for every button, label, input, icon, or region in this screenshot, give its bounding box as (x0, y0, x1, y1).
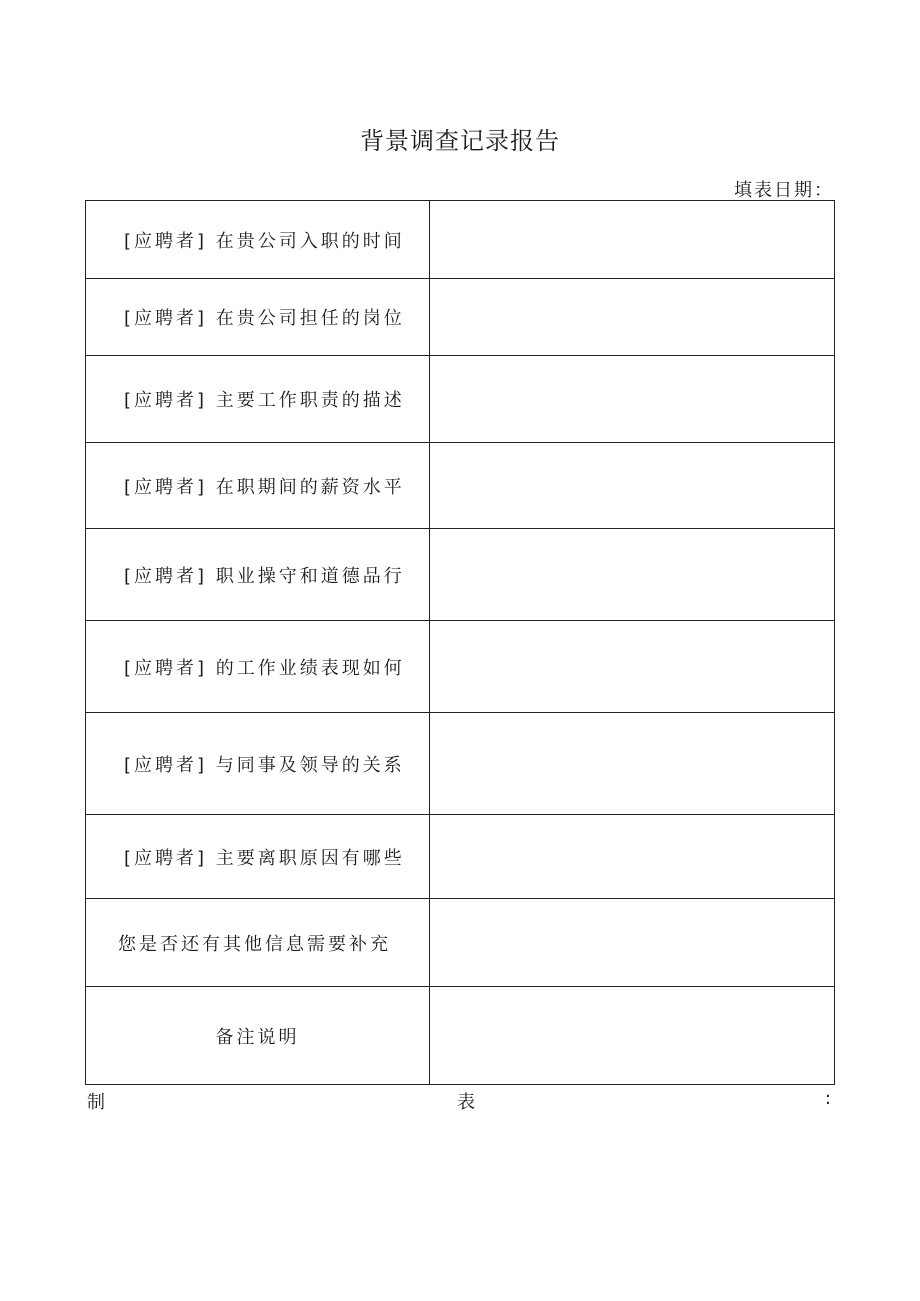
table-row (86, 356, 835, 443)
row-label: [应聘者] 在贵公司入职的时间 (86, 201, 430, 279)
row-label: [应聘者] 在贵公司担任的岗位 (86, 279, 430, 356)
table-row (86, 987, 835, 1085)
row-label: [应聘者] 与同事及领导的关系 (86, 713, 430, 815)
row-label: 备注说明 (86, 987, 430, 1085)
row-value-cell[interactable] (430, 356, 835, 443)
row-value-cell[interactable] (430, 899, 835, 987)
document-title: 背景调查记录报告 (360, 127, 560, 155)
table-row (86, 279, 835, 356)
row-label: [应聘者] 主要工作职责的描述 (86, 356, 430, 443)
row-value-cell[interactable] (430, 987, 835, 1085)
row-label: [应聘者] 主要离职原因有哪些 (86, 815, 430, 899)
table-row (86, 899, 835, 987)
table-row (86, 815, 835, 899)
row-value-cell[interactable] (430, 621, 835, 713)
row-value-cell[interactable] (430, 815, 835, 899)
background-check-table (85, 200, 835, 1085)
row-value-cell[interactable] (430, 529, 835, 621)
row-label: 您是否还有其他信息需要补充 (86, 899, 430, 987)
footer-right-text: : (824, 1088, 831, 1109)
row-value-cell[interactable] (430, 279, 835, 356)
row-label: [应聘者] 的工作业绩表现如何 (86, 621, 430, 713)
table-row (86, 529, 835, 621)
table-row (86, 443, 835, 529)
footer-middle-text: 表 (457, 1092, 475, 1113)
table-row (86, 201, 835, 279)
table-row (86, 713, 835, 815)
fill-date-label: 填表日期： (734, 180, 834, 201)
table-row (86, 621, 835, 713)
row-value-cell[interactable] (430, 713, 835, 815)
row-label: [应聘者] 在职期间的薪资水平 (86, 443, 430, 529)
row-label: [应聘者] 职业操守和道德品行 (86, 529, 430, 621)
footer-line (87, 1088, 835, 1112)
footer-left-text: 制 (87, 1092, 105, 1113)
row-value-cell[interactable] (430, 443, 835, 529)
row-value-cell[interactable] (430, 201, 835, 279)
